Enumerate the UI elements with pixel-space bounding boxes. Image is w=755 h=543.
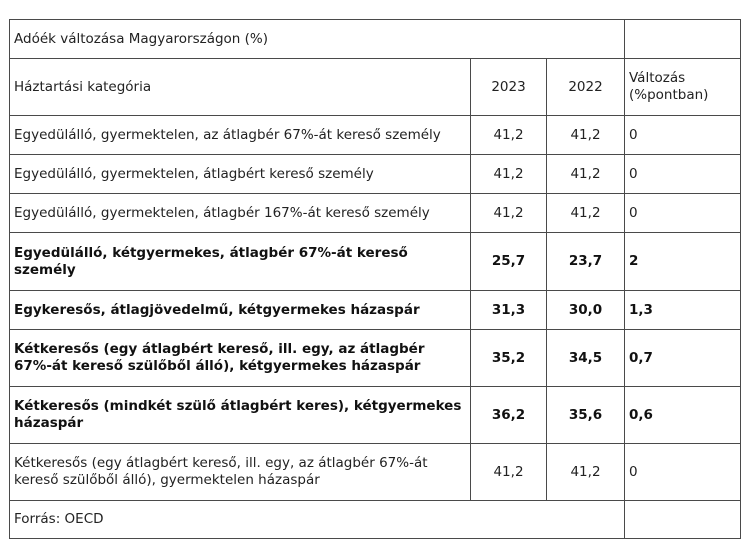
row-value-2022: 35,6: [547, 387, 625, 444]
table-row: [10, 194, 741, 233]
row-category: Egyedülálló, gyermektelen, átlagbér 167%-át kereső személy: [10, 194, 471, 233]
row-value-2023: 25,7: [471, 233, 547, 291]
header-category: Háztartási kategória: [10, 59, 471, 116]
row-category: Kétkeresős (egy átlagbért kereső, ill. egy, az átlagbér 67%-át kereső szülőből álló), kétgyermekes házaspár: [10, 330, 471, 387]
table-row: [10, 116, 741, 155]
row-value-2023: 36,2: [471, 387, 547, 444]
row-category: Kétkeresős (egy átlagbért kereső, ill. egy, az átlagbér 67%-át kereső szülőből álló), gyermektelen házaspár: [10, 444, 471, 501]
table-row: [10, 233, 741, 291]
table-row: [10, 444, 741, 501]
row-category: Egyedülálló, gyermektelen, átlagbért kereső személy: [10, 155, 471, 194]
row-value-2023: 41,2: [471, 116, 547, 155]
row-value-2022: 34,5: [547, 330, 625, 387]
table-row: [10, 387, 741, 444]
title-row: [10, 20, 741, 59]
row-category: Egyedülálló, gyermektelen, az átlagbér 67%-át kereső személy: [10, 116, 471, 155]
row-change: 0: [625, 155, 741, 194]
header-change: Változás (%pontban): [625, 59, 741, 116]
row-value-2022: 41,2: [547, 155, 625, 194]
row-category: Kétkeresős (mindkét szülő átlagbért keres), kétgyermekes házaspár: [10, 387, 471, 444]
tax-wedge-table: [9, 19, 741, 539]
row-value-2022: 41,2: [547, 444, 625, 501]
row-change: 0: [625, 194, 741, 233]
row-value-2023: 41,2: [471, 194, 547, 233]
row-change: 1,3: [625, 291, 741, 330]
row-change: 0,6: [625, 387, 741, 444]
source-row: [10, 501, 741, 539]
table-row: [10, 291, 741, 330]
source-note: Forrás: OECD: [10, 501, 625, 539]
title-empty-cell: [625, 20, 741, 59]
table-row: [10, 155, 741, 194]
header-row: [10, 59, 741, 116]
row-value-2022: 30,0: [547, 291, 625, 330]
row-value-2022: 41,2: [547, 194, 625, 233]
row-value-2023: 41,2: [471, 444, 547, 501]
header-2023: 2023: [471, 59, 547, 116]
source-empty-cell: [625, 501, 741, 539]
row-value-2023: 35,2: [471, 330, 547, 387]
row-category: Egyedülálló, kétgyermekes, átlagbér 67%-át kereső személy: [10, 233, 471, 291]
row-change: 2: [625, 233, 741, 291]
row-change: 0,7: [625, 330, 741, 387]
row-category: Egykeresős, átlagjövedelmű, kétgyermekes házaspár: [10, 291, 471, 330]
row-value-2023: 31,3: [471, 291, 547, 330]
row-change: 0: [625, 116, 741, 155]
row-value-2022: 23,7: [547, 233, 625, 291]
table-row: [10, 330, 741, 387]
row-value-2022: 41,2: [547, 116, 625, 155]
header-2022: 2022: [547, 59, 625, 116]
row-value-2023: 41,2: [471, 155, 547, 194]
table-title: Adóék változása Magyarországon (%): [10, 20, 625, 59]
row-change: 0: [625, 444, 741, 501]
